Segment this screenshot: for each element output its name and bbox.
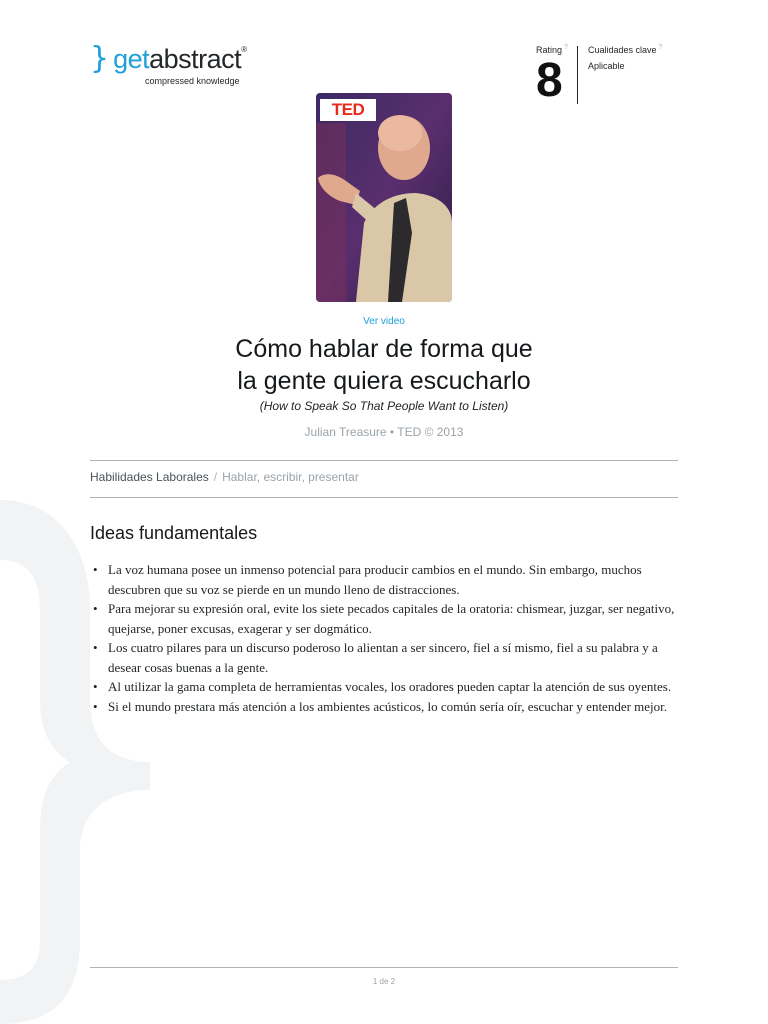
subcategory-link[interactable]: Hablar [222,470,257,484]
subcategory-link[interactable]: presentar [308,470,359,484]
qualities-label: Cualidades clave ? [588,44,663,55]
divider-top [90,460,678,461]
original-title: (How to Speak So That People Want to Listen) [259,399,509,413]
logo-wordmark: getabstract® [113,43,247,74]
title-line-2: la gente quiera escucharlo [237,367,531,395]
rating-help-icon[interactable]: ? [564,44,568,51]
qualities-block [588,44,662,71]
ted-logo-icon: TED [331,100,365,119]
list-item: • La voz humana posee un inmenso potencial para producir cambios en el mundo. Sin embargo, muchos descubren que su voz se pierde en un mundo lleno de distracciones. [90,560,680,599]
title-line-1: Cómo hablar de forma que [235,335,533,363]
category-link[interactable]: Habilidades Laborales [90,470,209,484]
video-thumbnail[interactable] [316,93,452,302]
rating-value: 8 [536,54,563,107]
getabstract-logo[interactable] [90,41,247,86]
page-title [0,333,768,397]
author-byline: Julian Treasure • TED © 2013 [304,425,464,439]
logo-tagline: compressed knowledge [145,76,240,86]
rating-label: Rating ? [536,44,568,55]
page-number: 1 de 2 [372,977,396,986]
logo-brace-icon: } [90,41,110,76]
ted-badge [320,99,376,121]
list-item: • Los cuatro pilares para un discurso poderoso lo alientan a ser sincero, fiel a sí mismo, fiel a su palabra y a desear cosas buenas a la gente. [90,638,680,677]
divider-bottom [90,497,678,498]
rating-divider [577,46,578,104]
qualities-help-icon[interactable]: ? [658,44,663,51]
section-heading: Ideas fundamentales [90,523,258,543]
list-item: • Al utilizar la gama completa de herramientas vocales, los oradores pueden captar la atención de sus oyentes. [90,677,680,697]
subcategory-link[interactable]: escribir [263,470,302,484]
key-ideas-list [90,560,680,716]
ver-video-link[interactable]: Ver video [363,316,405,327]
qualities-value: Aplicable [588,61,625,71]
breadcrumb-separator: / [213,470,218,484]
rating-block [536,44,576,105]
footer-divider [90,967,678,968]
list-item: • Para mejorar su expresión oral, evite los siete pecados capitales de la oratoria: chismear, juzgar, ser negativo, quejarse, poner excusas, exagerar y ser dogmático. [90,599,680,638]
speaker-photo-icon [316,93,452,302]
list-item: • Si el mundo prestara más atención a los ambientes acústicos, lo común sería oír, escuchar y entender mejor. [90,697,680,717]
breadcrumb: Habilidades Laborales / Hablar, escribir, presentar [90,470,359,484]
